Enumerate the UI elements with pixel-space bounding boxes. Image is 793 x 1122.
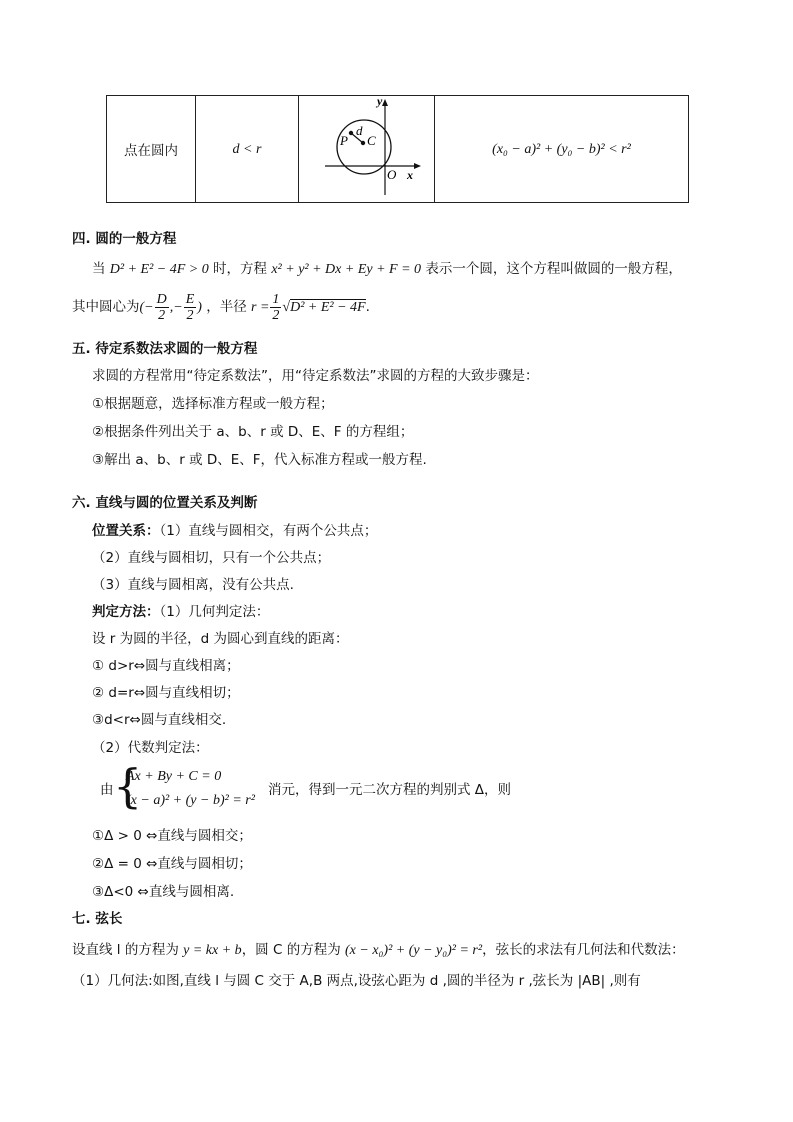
fraction-d-over-2: $\frac{D}{2}$	[156, 291, 167, 323]
s6-geo2: ② d=r⇔圆与直线相切；	[92, 685, 240, 701]
general-equation: x² + y² + Dx + Ey + F = 0	[271, 262, 422, 277]
s6-alg-tail: 消元，得到一元二次方程的判别式 Δ，则	[268, 782, 512, 798]
figure-x-label: x	[406, 168, 413, 182]
s6-geo3: ③d<r⇔圆与直线相交.	[92, 712, 227, 728]
figure-y-label: y	[376, 97, 382, 108]
table-cell-inequality	[435, 96, 689, 203]
s5-step2: ②根据条件列出关于 a、b、r 或 D、E、F 的方程组；	[92, 424, 414, 440]
condition-d-lt-r: d < r	[232, 141, 262, 157]
s6-judge2: （2）代数判定法：	[92, 740, 209, 756]
table-cell-condition	[196, 96, 299, 203]
figure-p-label: P	[339, 133, 348, 148]
s6-alg-you: 由	[100, 782, 114, 798]
s5-step3: ③解出 a、b、r 或 D、E、F，代入标准方程或一般方程.	[92, 452, 427, 468]
s6-alg2: ②Δ = 0 ⇔直线与圆相切；	[92, 856, 252, 872]
system-brace: {	[113, 759, 143, 813]
section-4-heading: 四. 圆的一般方程	[72, 231, 177, 247]
inequality-formula: (x₀ − a)² + (y₀ − b)² < r²	[492, 141, 631, 157]
fraction-e-over-2: $\frac{E}{2}$	[185, 291, 195, 323]
section-6-heading: 六. 直线与圆的位置关系及判断	[72, 495, 258, 511]
s6-geo1: ① d>r⇔圆与直线相离；	[92, 658, 240, 674]
s6-pos3: （3）直线与圆相离，没有公共点.	[92, 577, 294, 593]
fraction-one-half: $\frac{1}{2}$	[272, 291, 280, 323]
system-eq2: (x − a)² + (y − b)² = r²	[126, 793, 255, 808]
s7-line2: （1）几何法:如图,直线 l 与圆 C 交于 A,B 两点,设弦心距为 d ,圆的半径为 r ,弦长为 |AB| ,则有	[72, 973, 641, 989]
section-7-heading: 七. 弦长	[72, 911, 123, 927]
point-inside-label: 点在圆内	[124, 143, 178, 159]
s5-intro: 求圆的方程常用“待定系数法”，用“待定系数法”求圆的方程的大致步骤是：	[92, 368, 539, 384]
s4-line2: 其中圆心为(− $\frac{D}{2}$ ,− $\frac{E}{2}$ ) ，半径 r = $\frac{1}{2}$ √D² + E² − 4F.	[72, 291, 370, 323]
s5-step1: ①根据题意，选择标准方程或一般方程；	[92, 396, 334, 412]
sqrt-body: D² + E² − 4F	[290, 300, 366, 315]
figure-c-label: C	[366, 133, 376, 148]
figure-d-label: d	[355, 123, 362, 138]
s6-pos2: （2）直线与圆相切，只有一个公共点；	[92, 550, 331, 566]
line-equation: y = kx + b	[183, 943, 242, 958]
position-table	[106, 95, 689, 203]
circle-equation: (x − x₀)² + (y − y₀)² = r²	[345, 943, 483, 958]
system-eq1: Ax + By + C = 0	[126, 769, 222, 784]
s6-pos1-line: 位置关系：（1）直线与圆相交，有两个公共点；	[92, 523, 378, 539]
section-5-heading: 五. 待定系数法求圆的一般方程	[72, 341, 258, 357]
s6-alg3: ③Δ<0 ⇔直线与圆相离.	[92, 884, 235, 900]
table-cell-label	[107, 96, 196, 203]
s7-line1: 设直线 l 的方程为 y = kx + b，圆 C 的方程为 (x − x₀)² + (y − y₀)² = r²，弦长的求法有几何法和代数法：	[72, 942, 685, 958]
figure-origin-label: O	[386, 167, 396, 182]
table-cell-figure	[299, 96, 435, 203]
circle-figure	[307, 97, 427, 197]
s6-geo-intro: 设 r 为圆的半径，d 为圆心到直线的距离：	[92, 631, 349, 647]
s6-judge1-line: 判定方法：（1）几何判定法：	[92, 604, 270, 620]
s4-line1: 当 D² + E² − 4F > 0 时，方程 x² + y² + Dx + Ey + F = 0 表示一个圆，这个方程叫做圆的一般方程，	[92, 261, 682, 277]
s6-alg1: ①Δ > 0 ⇔直线与圆相交；	[92, 828, 252, 844]
condition-formula: D² + E² − 4F > 0	[109, 262, 209, 277]
